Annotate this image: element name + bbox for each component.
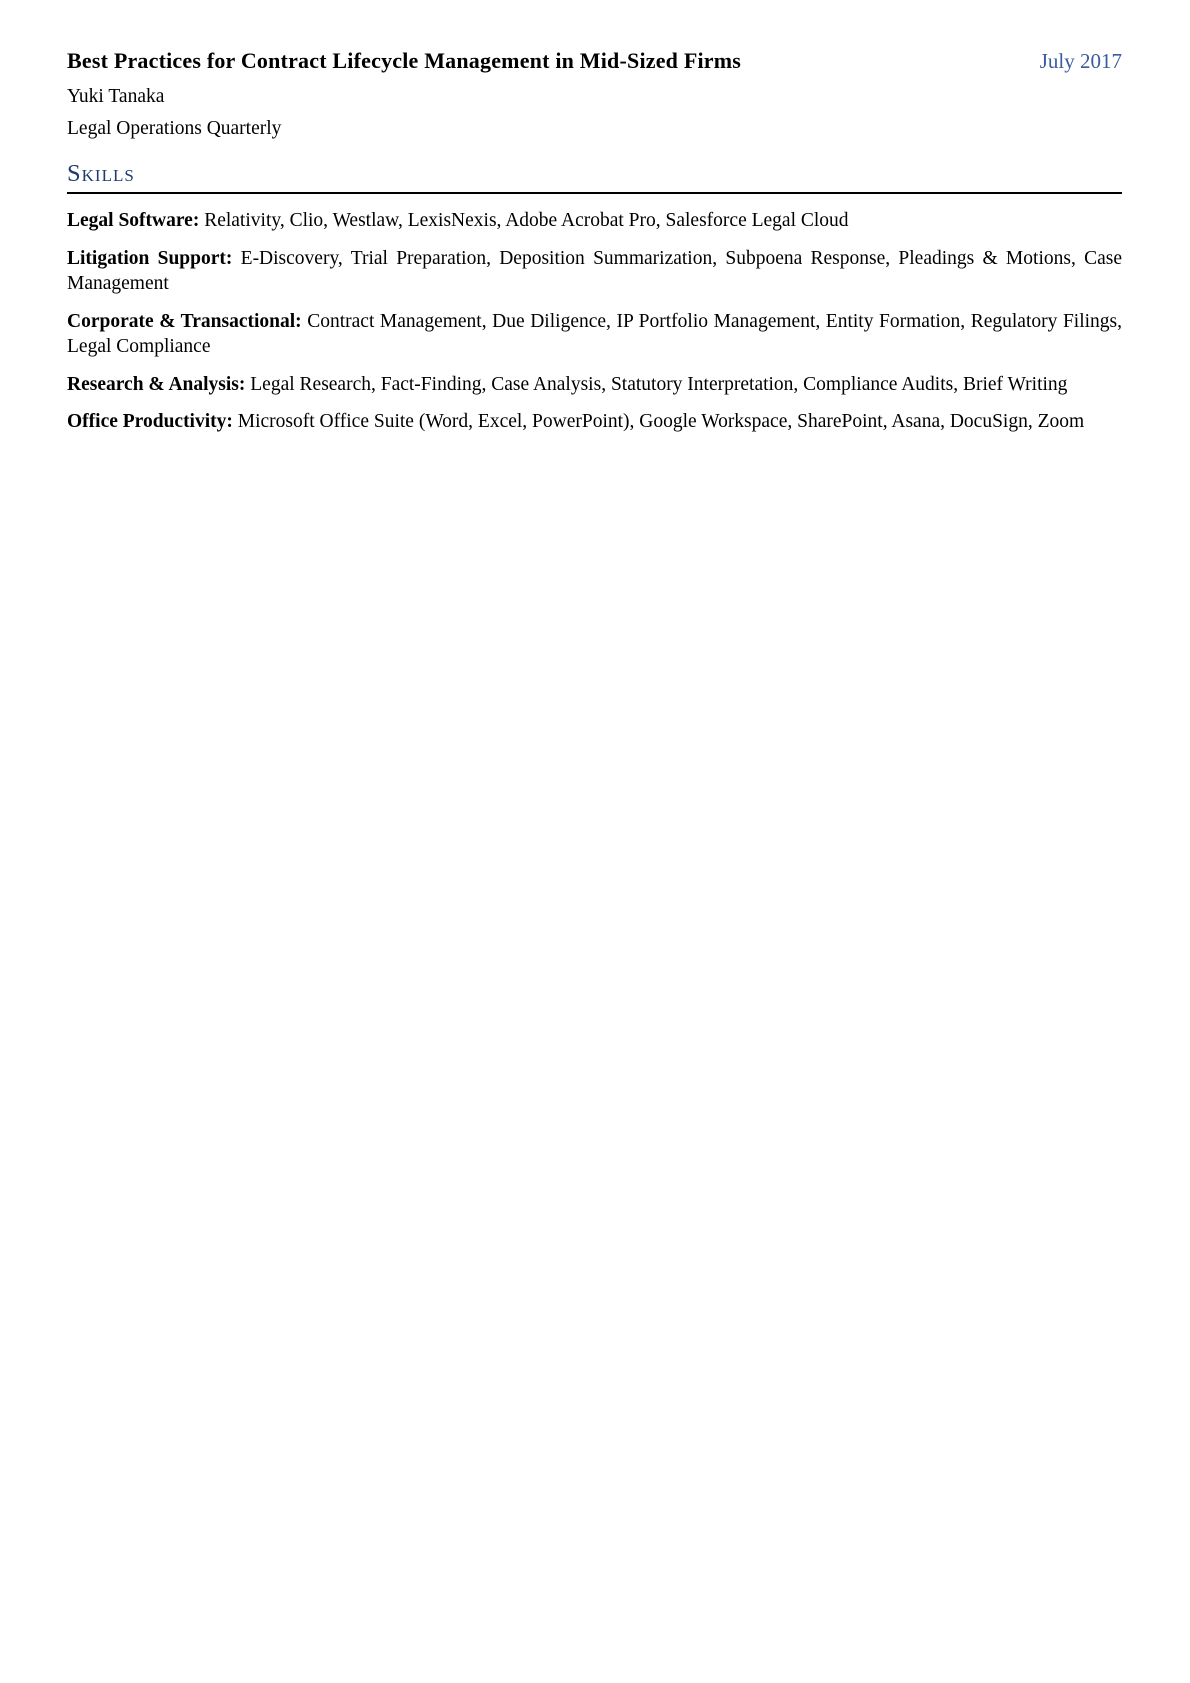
skill-label: Litigation Support: [67,247,233,269]
publication-name: Legal Operations Quarterly [67,117,282,139]
skill-row-corporate-transactional [67,309,1122,360]
author-name: Yuki Tanaka [67,85,165,107]
skill-text: Microsoft Office Suite (Word, Excel, PowerPoint), Google Workspace, SharePoint, Asana, DocuSign, Zoom [237,411,1085,433]
skill-text: E-Discovery, Trial Preparation, Deposition Summarization, Subpoena Response, Pleadings & Motions, Case Management [67,247,1122,295]
skill-label: Corporate & Transactional: [67,310,302,332]
skill-row-office-productivity [67,409,1122,435]
section-heading-skills: Skills [67,159,135,187]
skills-section [67,161,1122,435]
skill-label: Research & Analysis: [67,373,246,395]
title-row [67,47,1122,75]
skill-row-legal-software [67,208,1122,234]
document-header [67,47,1122,140]
document-title: Best Practices for Contract Lifecycle Management in Mid-Sized Firms [67,48,742,73]
skill-label: Legal Software: [67,210,200,232]
skill-text: Legal Research, Fact-Finding, Case Analysis, Statutory Interpretation, Compliance Audits, Brief Writing [250,373,1068,395]
skill-text: Relativity, Clio, Westlaw, LexisNexis, Adobe Acrobat Pro, Salesforce Legal Cloud [204,210,849,232]
section-rule [67,192,1122,194]
skill-row-research-analysis [67,372,1122,398]
document-date: July 2017 [1039,49,1122,73]
skill-row-litigation-support [67,246,1122,297]
skill-label: Office Productivity: [67,411,233,433]
skill-text: Contract Management, Due Diligence, IP Portfolio Management, Entity Formation, Regulatory Filings, Legal Compliance [67,310,1123,358]
